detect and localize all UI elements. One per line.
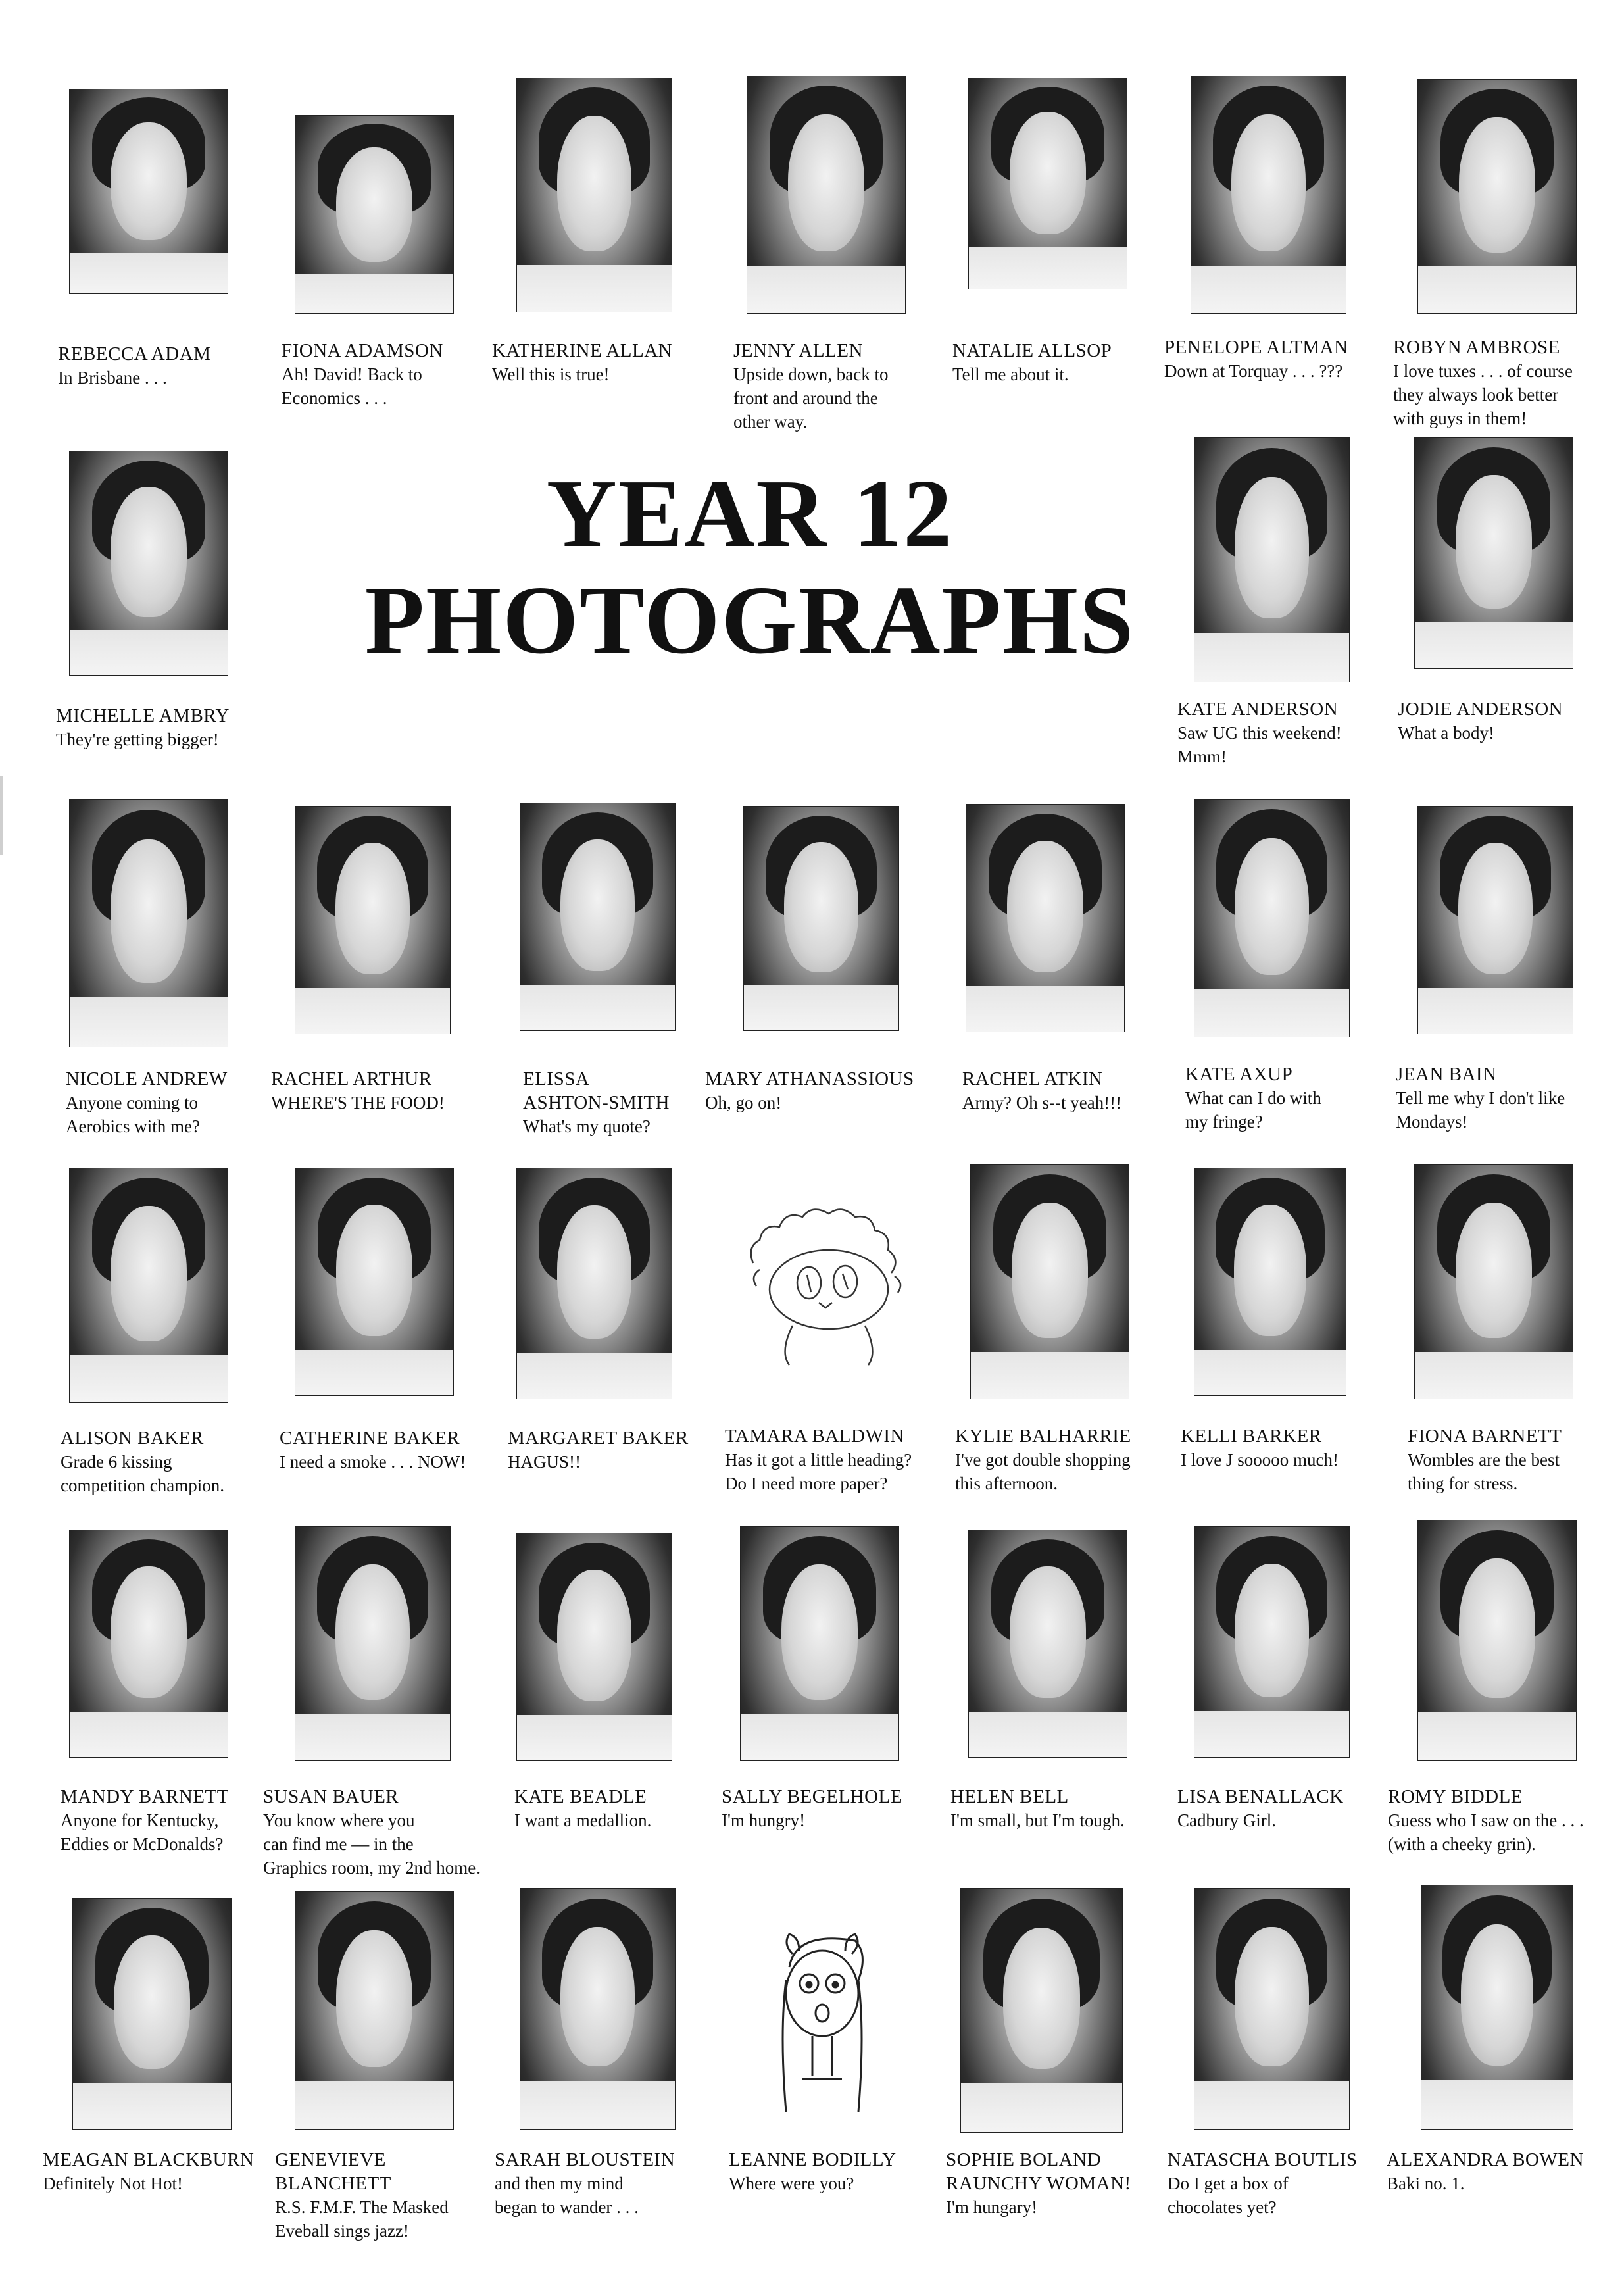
portrait-photo-rachel-atkin [966,804,1125,1032]
student-caption [952,339,1112,386]
student-caption [733,339,888,434]
portrait-photo-mandy-barnett [69,1530,228,1758]
collar-shape [1191,266,1346,313]
face-shape [557,116,631,251]
portrait-photo-kate-beadle [516,1533,672,1761]
face-shape [111,839,186,983]
student-name: ROBYN AMBROSE [1393,337,1560,358]
student-quote: Anyone for Kentucky, Eddies or McDonalds? [61,1810,224,1854]
student-caption [495,2148,675,2219]
portrait-photo-michelle-ambry [69,451,228,676]
student-caption [705,1067,914,1114]
face-shape [1235,477,1309,618]
student-caption [514,1785,651,1832]
face-shape [1459,1558,1535,1698]
collar-shape [295,988,450,1034]
student-name: JODIE ANDERSON [1398,699,1563,720]
student-quote: Baki no. 1. [1387,2174,1465,2193]
student-name: KYLIE BALHARRIE [955,1426,1131,1447]
face-shape [111,1566,186,1698]
portrait-photo-susan-bauer [295,1526,451,1761]
student-name: RACHEL ARTHUR [271,1068,432,1089]
student-caption [275,2148,449,2243]
portrait-photo-robyn-ambrose [1417,79,1577,314]
student-quote: I'm small, but I'm tough. [950,1810,1125,1830]
student-caption [1408,1424,1562,1495]
student-quote: What a body! [1398,723,1494,743]
portrait-photo-alison-baker [69,1168,228,1403]
student-quote: Well this is true! [492,364,610,384]
student-caption [56,704,230,751]
portrait-photo-fiona-barnett [1414,1164,1573,1399]
student-name: MANDY BARNETT [61,1786,229,1807]
face-shape [335,1564,410,1700]
student-quote: What can I do with my fringe? [1185,1088,1321,1132]
portrait-photo-alexandra-bowen [1421,1885,1573,2130]
student-quote: Where were you? [729,2174,854,2193]
student-caption [1177,697,1342,768]
collar-shape [517,1353,672,1399]
student-name: MICHELLE AMBRY [56,705,230,726]
student-name: JENNY ALLEN [733,340,863,361]
student-name: SOPHIE BOLAND RAUNCHY WOMAN! [946,2149,1131,2194]
portrait-photo-kate-axup [1194,799,1350,1037]
collar-shape [70,997,228,1047]
portrait-photo-tamara-baldwin [727,1204,934,1368]
face-shape [557,1570,631,1701]
portrait-photo-helen-bell [968,1530,1127,1758]
student-caption [1168,2148,1357,2219]
student-name: PENELOPE ALTMAN [1164,337,1348,358]
face-shape [1010,1566,1085,1698]
student-quote: Cadbury Girl. [1177,1810,1276,1830]
student-quote: I need a smoke . . . NOW! [280,1452,466,1472]
face-shape [1459,117,1535,253]
student-caption [58,342,210,389]
face-shape [1235,1927,1309,2066]
student-caption [271,1067,445,1114]
face-shape [1235,838,1309,976]
student-caption [955,1424,1131,1495]
student-quote: Has it got a little heading? Do I need more paper? [725,1450,912,1493]
face-shape [1007,841,1083,972]
student-caption [950,1785,1125,1832]
face-shape [1003,1928,1081,2069]
student-name: FIONA BARNETT [1408,1426,1562,1447]
face-shape [784,842,858,972]
student-quote: I love J sooooo much! [1181,1450,1339,1470]
student-caption [946,2148,1131,2219]
student-name: KATE ANDERSON [1177,699,1339,720]
face-shape [781,1564,857,1700]
student-quote: R.S. F.M.F. The Masked Eveball sings jazz! [275,2197,449,2241]
portrait-photo-kate-anderson [1194,437,1350,682]
student-caption [722,1785,902,1832]
student-name: KELLI BARKER [1181,1426,1322,1447]
collar-shape [1418,266,1576,313]
face-shape [111,487,186,616]
face-shape [1461,1924,1533,2066]
student-quote: Wombles are the best thing for stress. [1408,1450,1560,1493]
student-name: ELISSA ASHTON-SMITH [523,1068,670,1113]
student-name: LEANNE BODILLY [729,2149,897,2170]
student-quote: Grade 6 kissing competition champion. [61,1452,224,1495]
collar-shape [1194,989,1349,1037]
face-shape [1234,1205,1306,1336]
student-name: ALISON BAKER [61,1428,204,1449]
student-caption [729,2148,897,2195]
student-caption [1398,697,1563,745]
collar-shape [70,1355,228,1402]
collar-shape [520,2081,675,2129]
student-quote: and then my mind began to wander . . . [495,2174,639,2217]
student-caption [1177,1785,1344,1832]
collar-shape [1194,1711,1349,1757]
student-caption [725,1424,912,1495]
collar-shape [1418,988,1573,1034]
student-caption [61,1426,224,1497]
collar-shape [520,985,675,1030]
portrait-photo-sarah-bloustein [520,1888,676,2130]
collar-shape [295,274,453,313]
face-shape [336,1930,412,2068]
student-name: TAMARA BALDWIN [725,1426,904,1447]
student-name: KATE AXUP [1185,1064,1293,1085]
student-name: NATASCHA BOUTLIS [1168,2149,1358,2170]
student-name: GENEVIEVE BLANCHETT [275,2149,391,2194]
student-quote: WHERE'S THE FOOD! [271,1093,445,1112]
student-caption [61,1785,229,1856]
collar-shape [747,266,905,313]
face-shape [560,839,635,971]
portrait-photo-natascha-boutlis [1194,1888,1350,2130]
student-quote: I'm hungary! [946,2197,1038,2217]
student-quote: Upside down, back to front and around the other way. [733,364,889,432]
portrait-photo-catherine-baker [295,1168,454,1396]
student-quote: Guess who I saw on the . . . (with a cheeky grin). [1388,1810,1584,1854]
portrait-photo-katherine-allan [516,78,672,312]
student-quote: Ah! David! Back to Economics . . . [282,364,422,408]
collar-shape [1415,1352,1573,1399]
portrait-photo-jean-bain [1417,806,1573,1034]
student-name: NICOLE ANDREW [66,1068,228,1089]
student-name: SUSAN BAUER [263,1786,399,1807]
student-caption [282,339,443,410]
student-name: ROMY BIDDLE [1388,1786,1523,1807]
student-quote: They're getting bigger! [56,730,219,749]
student-name: KATHERINE ALLAN [492,340,673,361]
portrait-photo-nicole-andrew [69,799,228,1047]
student-quote: Down at Torquay . . . ??? [1164,361,1343,381]
student-name: MARGARET BAKER [508,1428,689,1449]
student-name: KATE BEADLE [514,1786,647,1807]
student-caption [1388,1785,1584,1856]
student-name: FIONA ADAMSON [282,340,443,361]
face-shape [1235,1564,1309,1697]
collar-shape [741,1714,898,1760]
portrait-photo-meagan-blackburn [72,1898,232,2130]
face-shape [1012,1203,1087,1338]
student-quote: Army? Oh s--t yeah!!! [962,1093,1122,1112]
student-name: JEAN BAIN [1396,1064,1497,1085]
collar-shape [70,1712,228,1757]
student-name: LISA BENALLACK [1177,1786,1344,1807]
scan-edge-mark [0,776,3,855]
portrait-photo-fiona-adamson [295,115,454,314]
collar-shape [295,1350,453,1395]
student-quote: Tell me about it. [952,364,1069,384]
portrait-photo-margaret-baker [516,1168,672,1399]
student-quote: I love tuxes . . . of course they always look better with guys in them! [1393,361,1573,428]
portrait-photo-kelli-barker [1194,1168,1346,1396]
student-name: MARY ATHANASSIOUS [705,1068,914,1089]
collar-shape [517,265,672,312]
portrait-photo-rachel-arthur [295,806,451,1034]
student-caption [263,1785,480,1880]
face-shape [336,147,412,262]
collar-shape [517,1715,672,1760]
collar-shape [1421,2080,1573,2129]
face-shape [557,1205,631,1339]
portrait-photo-kylie-balharrie [970,1164,1129,1399]
title-line-2: PHOTOGRAPHS [364,566,1135,674]
student-quote: Definitely Not Hot! [43,2174,183,2193]
face-shape [560,1927,635,2066]
collar-shape [1194,1350,1346,1395]
title-line-1: YEAR 12 [546,460,954,568]
portrait-photo-elissa [520,803,676,1031]
collar-shape [744,985,898,1030]
collar-shape [1194,633,1349,682]
student-caption [1393,336,1573,430]
student-name: REBECCA ADAM [58,343,211,364]
student-caption [66,1067,228,1138]
student-name: RACHEL ATKIN [962,1068,1103,1089]
student-quote: In Brisbane . . . [58,368,167,387]
portrait-photo-romy-biddle [1417,1520,1577,1761]
student-name: NATALIE ALLSOP [952,340,1112,361]
student-quote: HAGUS!! [508,1452,581,1472]
student-name: SALLY BEGELHOLE [722,1786,902,1807]
portrait-photo-genevieve [295,1891,454,2130]
student-quote: Anyone coming to Aerobics with me? [66,1093,200,1136]
collar-shape [966,986,1124,1032]
face-shape [111,1206,186,1341]
cartoon-drawing-icon [727,1204,934,1368]
collar-shape [1194,2081,1349,2129]
portrait-photo-natalie-allsop [968,78,1127,289]
face-shape [335,843,410,974]
page-title [276,461,1223,674]
face-shape [336,1205,412,1336]
student-name: HELEN BELL [950,1786,1069,1807]
student-quote: I want a medallion. [514,1810,652,1830]
collar-shape [70,253,228,293]
collar-shape [969,247,1127,289]
face-shape [1010,112,1085,234]
face-shape [1456,475,1531,609]
student-quote: Tell me why I don't like Mondays! [1396,1088,1565,1132]
cartoon-drawing-icon [756,1921,888,2131]
collar-shape [969,1712,1127,1757]
student-quote: Do I get a box of chocolates yet? [1168,2174,1289,2217]
portrait-photo-lisa-benallack [1194,1526,1350,1758]
collar-shape [971,1352,1129,1399]
student-caption [523,1067,670,1138]
collar-shape [70,630,228,675]
portrait-photo-sally-begelhole [740,1526,899,1761]
portrait-photo-penelope-altman [1191,76,1346,314]
portrait-photo-mary-athanassious [743,806,899,1031]
portrait-photo-sophie-boland [960,1888,1123,2133]
face-shape [114,1935,189,2069]
student-name: ALEXANDRA BOWEN [1387,2149,1584,2170]
collar-shape [961,2083,1122,2132]
student-name: SARAH BLOUSTEIN [495,2149,676,2170]
student-caption [962,1067,1121,1114]
collar-shape [295,1714,450,1760]
student-caption [1396,1062,1565,1134]
student-quote: Oh, go on! [705,1093,782,1112]
portrait-photo-rebecca-adam [69,89,228,294]
student-quote: You know where you can find me — in the Graphics room, my 2nd home. [263,1810,480,1878]
face-shape [788,114,864,252]
student-quote: Saw UG this weekend! Mmm! [1177,723,1342,766]
student-caption [43,2148,254,2195]
student-caption [1185,1062,1321,1134]
student-caption [1181,1424,1339,1472]
portrait-photo-jenny-allen [747,76,906,314]
student-caption [508,1426,689,1474]
student-caption [280,1426,466,1474]
student-name: MEAGAN BLACKBURN [43,2149,255,2170]
student-caption [1164,336,1348,383]
face-shape [111,122,186,241]
portrait-photo-jodie-anderson [1414,437,1573,669]
face-shape [1458,843,1533,974]
student-name: CATHERINE BAKER [280,1428,460,1449]
student-quote: I'm hungry! [722,1810,806,1830]
collar-shape [295,2081,453,2129]
collar-shape [73,2083,231,2129]
collar-shape [1415,622,1573,668]
portrait-photo-leanne-bodilly [756,1921,888,2131]
face-shape [1231,114,1306,252]
collar-shape [1418,1712,1576,1760]
student-quote: What's my quote? [523,1116,651,1136]
face-shape [1456,1203,1531,1338]
student-quote: I've got double shopping this afternoon. [955,1450,1131,1493]
student-caption [1387,2148,1584,2195]
student-caption [492,339,672,386]
